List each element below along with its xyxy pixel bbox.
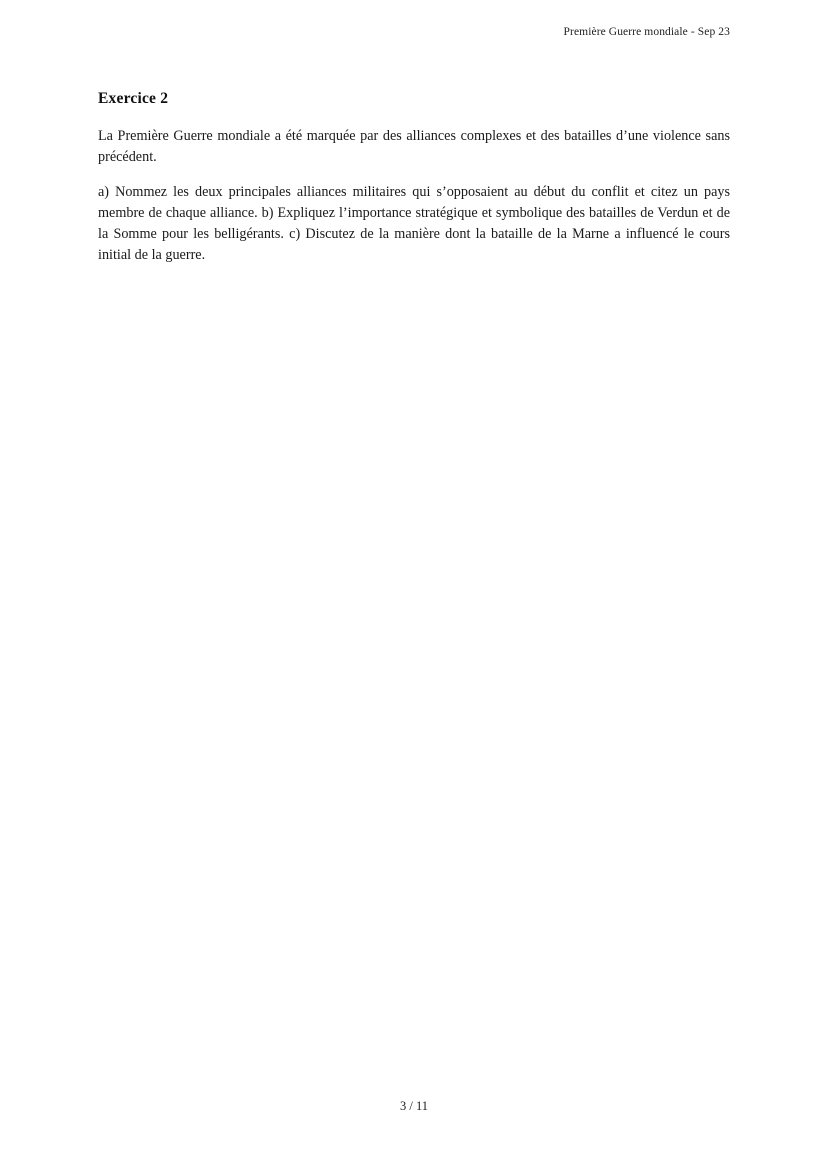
- running-head: Première Guerre mondiale - Sep 23: [563, 26, 730, 38]
- page-number: 3 / 11: [399, 1099, 428, 1113]
- exercise-block: [98, 90, 730, 265]
- exercise-intro-paragraph: La Première Guerre mondiale a été marquée par des alliances complexes et des batailles d’une violence sans précédent.: [98, 128, 730, 165]
- exercise-questions-paragraph: a) Nommez les deux principales alliances militaires qui s’opposaient au début du conflit et citez un pays membre de chaque alliance. b) Expliquez l’importance stratégique et symbolique des batailles de Verdun et de la Somme pour les belligérants. c) Discutez de la manière dont la bataille de la Marne a influencé le cours initial de la guerre.: [98, 184, 730, 263]
- page-title: Exercice 2: [98, 90, 169, 107]
